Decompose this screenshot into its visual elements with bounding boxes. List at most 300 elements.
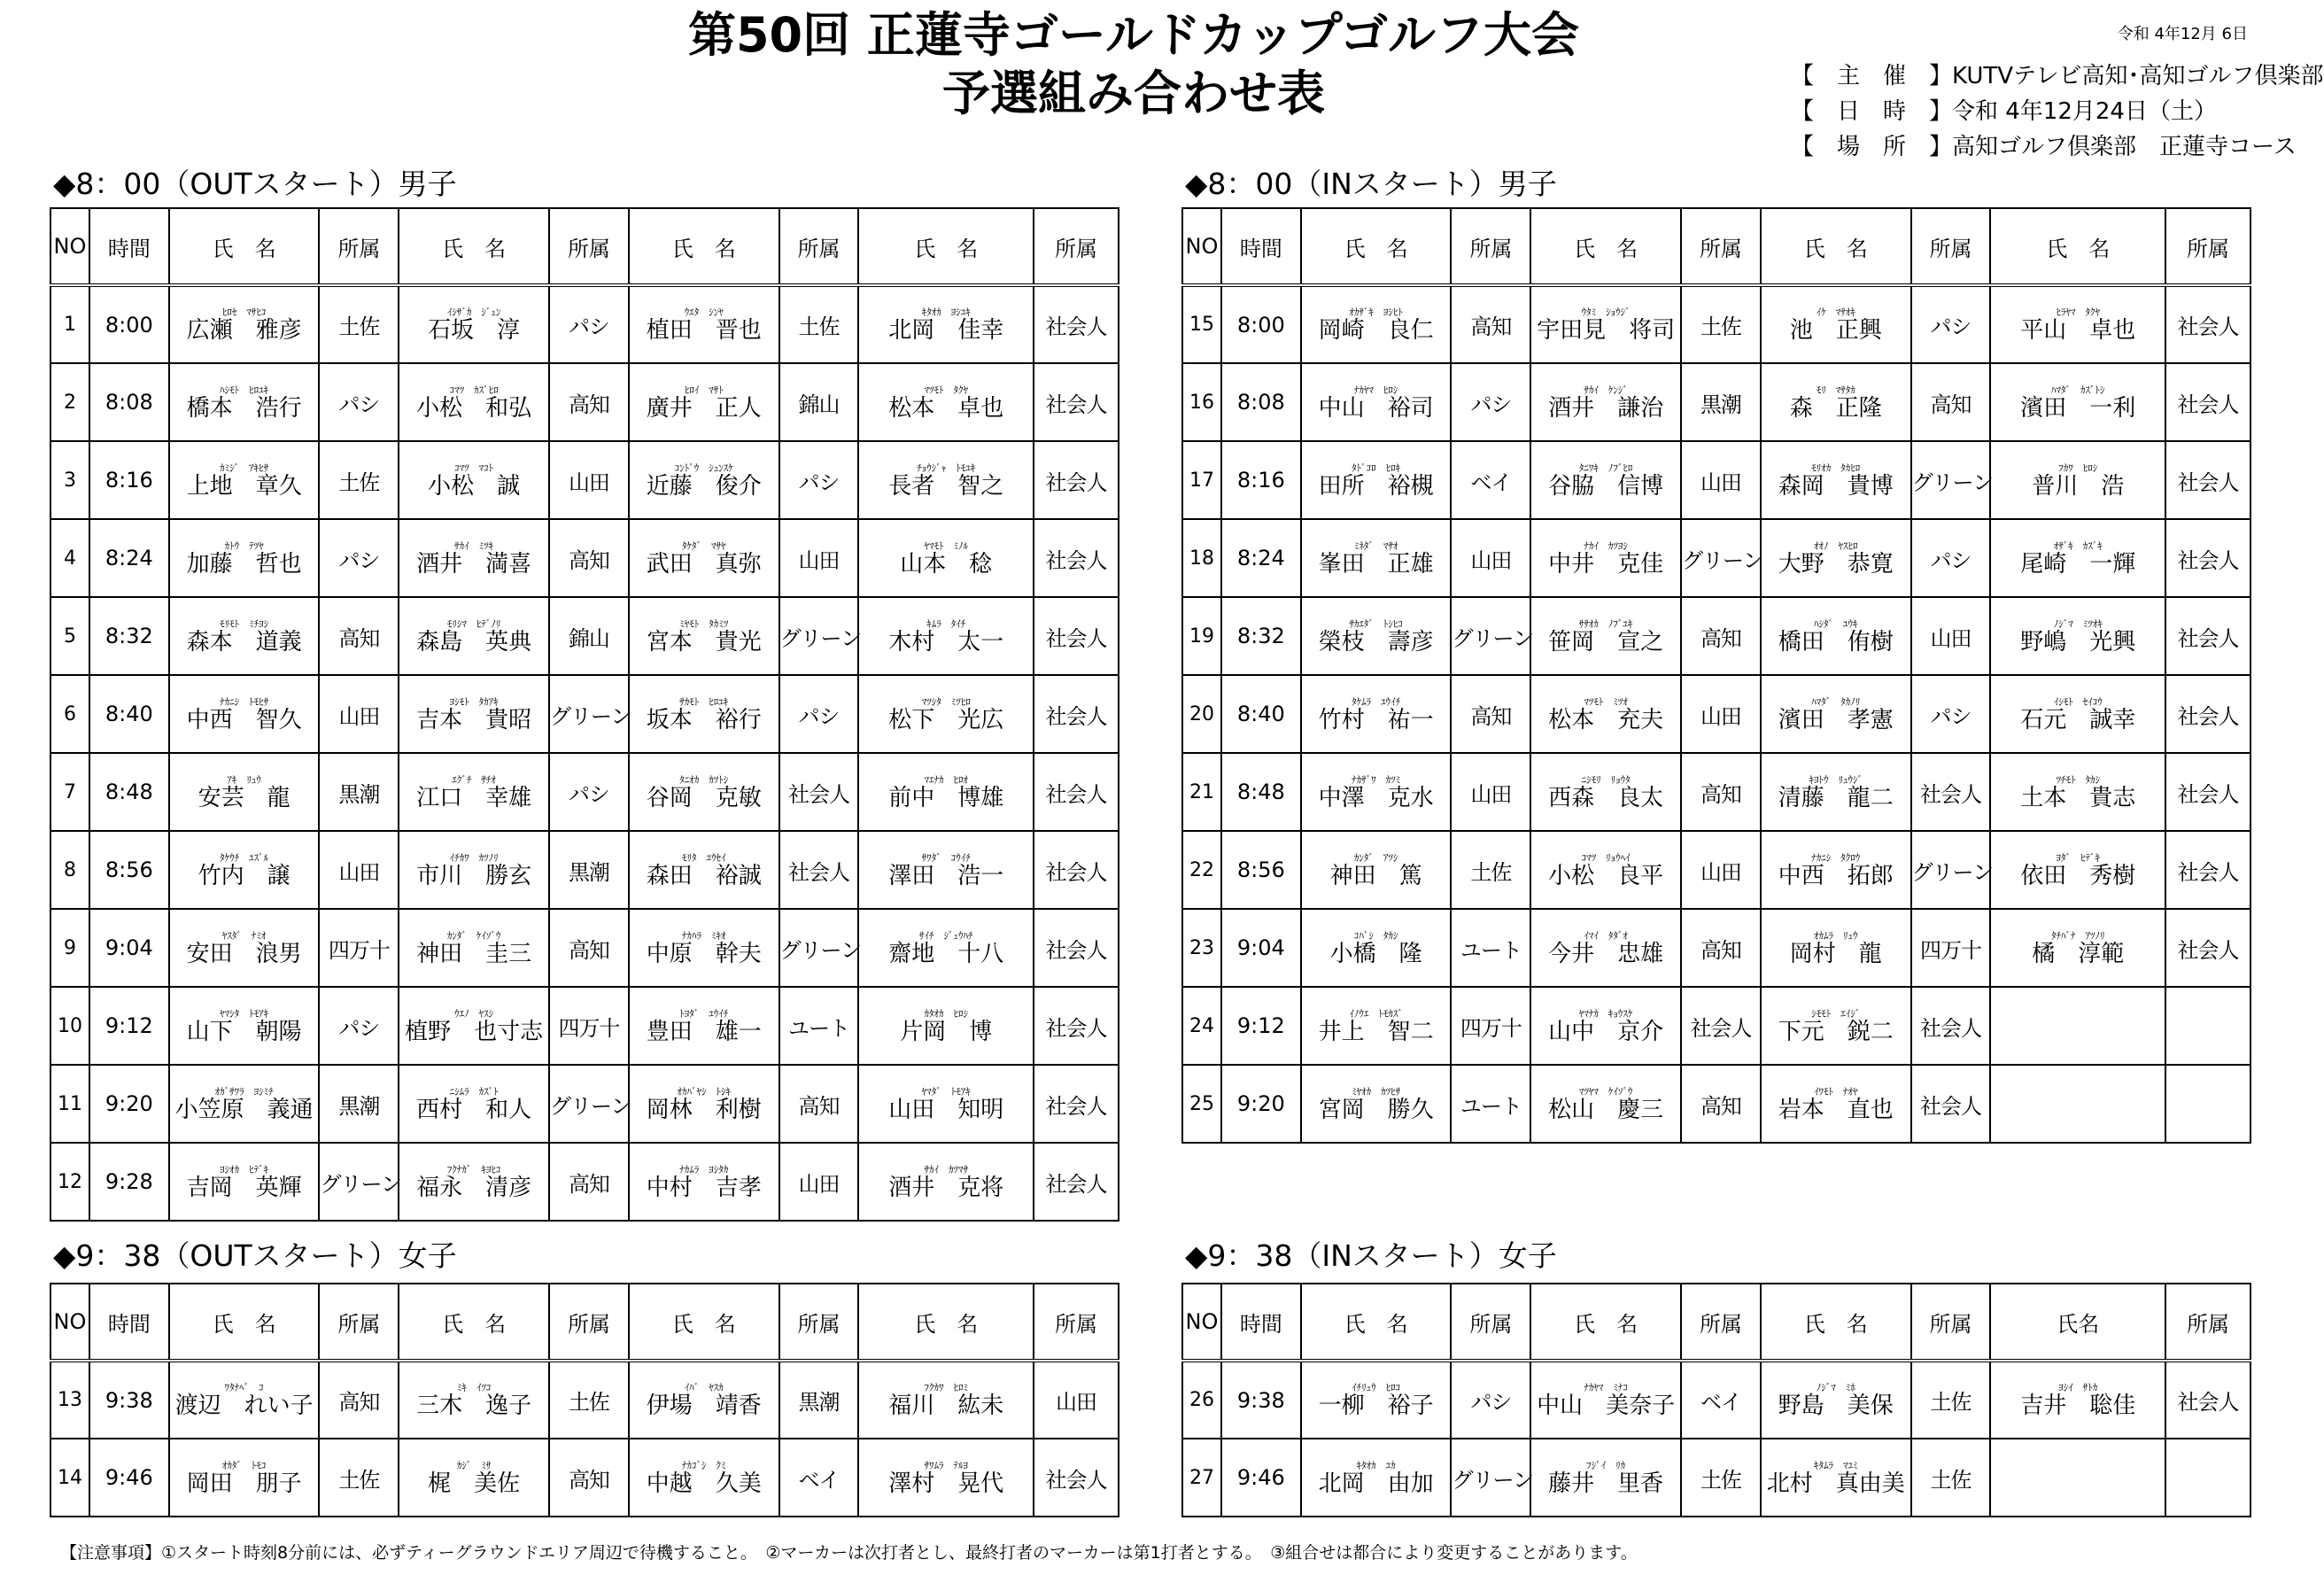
player-name-cell: [1761, 285, 1911, 363]
player-reading: ﾅｶｲ ｶﾂﾖｼ: [1584, 539, 1628, 552]
player-reading: ﾏｴﾅｶ ﾋﾛｵ: [924, 773, 968, 786]
player-name-cell: [399, 285, 549, 363]
player-name: 吉本 貴昭: [416, 706, 532, 733]
player-reading: ｲｹ ﾏｻｵｷ: [1816, 306, 1855, 318]
group-number: 24: [1182, 987, 1221, 1065]
table-row: [50, 363, 1119, 441]
player-name-cell: [858, 519, 1034, 597]
player-reading: ﾋﾛｾ ﾏｻﾋｺ: [221, 306, 267, 318]
player-affiliation: グリーン: [319, 1143, 399, 1221]
player-name: 宇田見 将司: [1537, 317, 1676, 344]
player-affiliation: 四万十: [1451, 987, 1530, 1065]
player-name-cell: [1301, 1361, 1452, 1439]
player-name-cell: [1761, 1065, 1911, 1143]
player-name: 渡辺 れい子: [174, 1393, 314, 1419]
player-affiliation: 錦山: [779, 363, 859, 441]
player-name-cell: [858, 363, 1034, 441]
player-name: 宮岡 勝久: [1318, 1096, 1434, 1123]
player-name-cell: [1301, 363, 1452, 441]
table-row: [1182, 753, 2250, 831]
player-name-cell: [1761, 909, 1911, 987]
player-reading: ﾔｽﾀﾞ ﾅﾐｵ: [221, 929, 267, 942]
player-name-cell: [169, 1143, 320, 1221]
player-reading: ｳｴﾉ ﾔｽｼ: [454, 1007, 494, 1020]
header-affiliation: 所属: [1034, 208, 1119, 285]
table-in-women: [1181, 1283, 2251, 1517]
player-reading: ﾁｮｳｼﾞｬ ﾄﾓﾕｷ: [917, 462, 976, 474]
player-name-cell: [1990, 441, 2165, 519]
player-affiliation: 社会人: [1034, 519, 1119, 597]
player-reading: ｻｶﾓﾄ ﾋﾛﾕｷ: [679, 695, 729, 708]
player-name: 松本 卓也: [888, 394, 1004, 422]
header-no: NO: [1182, 1284, 1221, 1361]
player-affiliation: [2165, 987, 2250, 1065]
player-name: 酒井 満喜: [416, 550, 532, 578]
player-reading: ｴｸﾞﾁ ｻﾁｵ: [452, 773, 496, 786]
player-reading: ﾔﾏｼﾀ ﾄﾓｱｷ: [220, 1007, 269, 1020]
player-name-cell: [1761, 831, 1911, 909]
player-reading: ﾌｼﾞｲ ﾘｶ: [1586, 1459, 1626, 1471]
player-name-cell: [629, 675, 779, 753]
player-name: 福川 紘未: [888, 1393, 1004, 1419]
player-reading: ｶﾝﾀﾞ ｱﾂｼ: [1353, 851, 1398, 864]
player-name-cell: [399, 831, 549, 909]
player-reading: ﾅｶﾔﾏ ﾋﾛｼ: [1353, 384, 1398, 396]
player-name-cell: [858, 1439, 1034, 1517]
player-name: 森島 英典: [416, 628, 532, 656]
player-name: 森田 裕誠: [646, 862, 762, 889]
group-number: 27: [1182, 1439, 1221, 1517]
player-name: 宮本 貴光: [646, 628, 762, 656]
player-name-cell: [1990, 675, 2165, 753]
group-number: 21: [1182, 753, 1221, 831]
player-reading: ｵｶﾞｻﾜﾗ ﾖｼﾐﾁ: [214, 1085, 274, 1098]
player-name: 近藤 俊介: [646, 472, 762, 500]
player-reading: ｲﾏｲ ﾀﾀﾞｵ: [1584, 929, 1628, 942]
player-name-cell: [629, 1439, 779, 1517]
player-name: 岩本 直也: [1778, 1096, 1894, 1123]
player-name: 豊田 雄一: [646, 1018, 762, 1045]
table-row: [1182, 831, 2250, 909]
group-number: 19: [1182, 597, 1221, 675]
player-name: 中山 裕司: [1318, 394, 1434, 422]
player-name-cell: [1530, 675, 1681, 753]
player-name-cell: [629, 597, 779, 675]
player-reading: ｶﾄｳ ﾃﾂﾔ: [224, 539, 264, 552]
table-row: [50, 285, 1119, 363]
player-name-cell: [1301, 1065, 1452, 1143]
player-reading: ｺﾏﾂ ﾘｮｳﾍｲ: [1581, 851, 1631, 864]
player-affiliation: 社会人: [2165, 909, 2250, 987]
player-name: 中原 幹夫: [646, 940, 762, 967]
player-reading: ｼﾓﾓﾄ ｴｲｼﾞ: [1811, 1007, 1861, 1020]
table-row: [50, 831, 1119, 909]
player-affiliation: 高知: [1681, 753, 1761, 831]
player-name: 福永 清彦: [416, 1174, 532, 1201]
header-time: 時間: [89, 208, 169, 285]
player-affiliation: 高知: [319, 597, 399, 675]
player-name: 森本 道義: [186, 628, 302, 656]
player-affiliation: 高知: [319, 1361, 399, 1439]
player-name: 安芸 龍: [198, 784, 290, 811]
table-row: [1182, 987, 2250, 1065]
group-number: 25: [1182, 1065, 1221, 1143]
player-affiliation: 四万十: [549, 987, 629, 1065]
player-reading: ﾅｶﾔﾏ ﾐﾅｺ: [1584, 1382, 1628, 1393]
player-affiliation: 高知: [1681, 1065, 1761, 1143]
start-time: 9:04: [1221, 909, 1301, 987]
header-row: [50, 1284, 1119, 1361]
section-title-out-men: ◆8：00（OUTスタート）男子: [53, 167, 457, 201]
table-row: [1182, 441, 2250, 519]
player-affiliation: パシ: [1911, 519, 1991, 597]
player-name-cell: [1530, 909, 1681, 987]
header-name: 氏 名: [1301, 1284, 1452, 1361]
player-affiliation: 社会人: [779, 831, 859, 909]
player-name: 伊場 靖香: [646, 1393, 762, 1419]
player-affiliation: 山田: [319, 831, 399, 909]
table-row: [1182, 597, 2250, 675]
player-affiliation: 社会人: [1034, 909, 1119, 987]
page-subtitle: 予選組み合わせ表: [942, 66, 1325, 121]
player-name-cell: [1530, 1361, 1681, 1439]
player-name: 普川 浩: [2032, 472, 2125, 500]
player-name: 小松 和弘: [416, 394, 532, 422]
player-name-cell: [399, 441, 549, 519]
player-affiliation: グリーン: [779, 909, 859, 987]
header-time: 時間: [1221, 1284, 1301, 1361]
player-affiliation: グリーン: [549, 675, 629, 753]
player-name: 北岡 佳幸: [888, 317, 1004, 344]
header-affiliation: 所属: [1911, 208, 1991, 285]
player-name-cell: [858, 753, 1034, 831]
header-affiliation: 所属: [2165, 208, 2250, 285]
player-name: 前中 博雄: [888, 784, 1004, 811]
start-time: 8:00: [1221, 285, 1301, 363]
player-name: 小松 誠: [428, 472, 521, 500]
player-reading: ﾓﾘｼﾏ ﾋﾃﾞﾉﾘ: [446, 617, 501, 630]
player-name-cell: [169, 519, 320, 597]
header-name: 氏 名: [858, 208, 1034, 285]
player-reading: ﾅｶﾆｼ ﾄﾓﾋｻ: [220, 695, 269, 708]
player-affiliation: 山田: [1451, 753, 1530, 831]
player-reading: ｺﾏﾂ ﾏｺﾄ: [454, 462, 494, 474]
player-reading: ﾅｶｺﾞｼ ｸﾐ: [681, 1459, 726, 1471]
table-row: [1182, 1361, 2250, 1439]
group-number: 3: [50, 441, 89, 519]
start-time: 9:46: [89, 1439, 169, 1517]
player-name: 藤井 里香: [1548, 1470, 1664, 1497]
header-name: 氏 名: [1761, 208, 1911, 285]
player-name: 土本 貴志: [2020, 784, 2136, 811]
player-name-cell: [1761, 753, 1911, 831]
player-reading: ﾓﾘｵｶ ﾀｶﾋﾛ: [1811, 462, 1861, 474]
player-name: 吉岡 英輝: [186, 1174, 302, 1201]
player-affiliation: 黒潮: [1681, 363, 1761, 441]
player-name: 三木 逸子: [416, 1393, 532, 1419]
player-affiliation: 四万十: [319, 909, 399, 987]
player-name-cell: [1990, 597, 2165, 675]
player-affiliation: パシ: [1451, 1361, 1530, 1439]
player-name-cell: [858, 1065, 1034, 1143]
page-title: 第50回 正蓮寺ゴールドカップゴルフ大会: [687, 7, 1579, 63]
player-name-cell: [858, 441, 1034, 519]
header-name: 氏 名: [169, 1284, 320, 1361]
player-reading: ｲｼﾓﾄ ｾｲｺｳ: [2053, 695, 2103, 708]
player-reading: ﾀｹﾑﾗ ﾕｳｲﾁ: [1352, 695, 1401, 708]
start-time: 8:00: [89, 285, 169, 363]
player-reading: ｲｼｻﾞｶ ｼﾞｭﾝ: [446, 306, 501, 318]
player-name: 小松 良平: [1548, 862, 1664, 889]
player-affiliation: 社会人: [2165, 519, 2250, 597]
table-row: [1182, 1439, 2250, 1517]
table-row: [50, 597, 1119, 675]
player-name: 廣井 正人: [646, 394, 762, 422]
player-affiliation: 社会人: [1034, 1143, 1119, 1221]
player-affiliation: 高知: [1681, 909, 1761, 987]
player-affiliation: グリーン: [1451, 597, 1530, 675]
player-affiliation: 山田: [319, 675, 399, 753]
header-affiliation: 所属: [549, 1284, 629, 1361]
player-name-cell: [629, 519, 779, 597]
player-name-cell: [1761, 363, 1911, 441]
player-affiliation: 高知: [1451, 285, 1530, 363]
player-affiliation: 社会人: [2165, 285, 2250, 363]
player-reading: ﾊﾏﾀﾞ ﾀｶﾉﾘ: [1811, 695, 1861, 708]
player-name-cell: [1530, 987, 1681, 1065]
player-affiliation: 高知: [549, 519, 629, 597]
start-time: 8:24: [1221, 519, 1301, 597]
header-name: 氏 名: [169, 208, 320, 285]
player-reading: ｷﾖﾄｳ ﾘｭｳｼﾞ: [1809, 773, 1863, 786]
player-affiliation: パシ: [319, 987, 399, 1065]
player-name-cell: [858, 909, 1034, 987]
player-name: 澤田 浩一: [888, 862, 1004, 889]
player-name-cell: [1990, 753, 2165, 831]
player-reading: ｵｶﾀﾞ ﾄﾓｺ: [221, 1459, 267, 1471]
player-reading: ｷﾀｵｶ ﾕｶ: [1356, 1459, 1396, 1471]
player-reading: ﾐﾔｵｶ ｶﾂﾋｻ: [1352, 1085, 1401, 1098]
table-row: [50, 753, 1119, 831]
player-affiliation: 山田: [1681, 831, 1761, 909]
player-name-cell: [1761, 1439, 1911, 1517]
player-affiliation: 土佐: [319, 285, 399, 363]
player-name: 田所 裕槻: [1318, 472, 1434, 500]
player-name-cell: [399, 597, 549, 675]
player-reading: ｷﾀｵｶ ﾖｼﾕｷ: [921, 306, 971, 318]
player-affiliation: 山田: [1451, 519, 1530, 597]
player-name: 澤村 晃代: [888, 1470, 1004, 1497]
notice-text: 【注意事項】①スタート時刻8分前には、必ずティーグラウンドエリア周辺で待機すること。 ②マーカーは次打者とし、最終打者のマーカーは第1打者とする。 ③組合せは都合により変更することがあります。: [60, 1543, 1638, 1563]
player-name-cell: [1761, 441, 1911, 519]
player-name-cell: [399, 519, 549, 597]
player-reading: ﾖｼｵｶ ﾋﾃﾞｷ: [220, 1163, 269, 1175]
player-name: 西森 良太: [1548, 784, 1664, 811]
group-number: 10: [50, 987, 89, 1065]
player-name-cell: [629, 441, 779, 519]
player-reading: ｻｶｴﾀﾞ ﾄｼﾋｺ: [1349, 617, 1403, 630]
table-row: [50, 1439, 1119, 1517]
player-reading: ｶﾀｵｶ ﾋﾛｼ: [924, 1007, 968, 1020]
player-reading: ｵｶﾑﾗ ﾘｭｳ: [1813, 929, 1858, 942]
header-affiliation: 所属: [319, 1284, 399, 1361]
header-name: 氏名: [1990, 1284, 2165, 1361]
header-name: 氏 名: [399, 1284, 549, 1361]
table-row: [50, 1143, 1119, 1221]
player-name-cell: [1530, 753, 1681, 831]
player-affiliation: 土佐: [1451, 831, 1530, 909]
player-affiliation: 黒潮: [549, 831, 629, 909]
player-reading: ｲﾁｶﾜ ｶﾂﾉﾘ: [449, 851, 499, 864]
table-row: [1182, 1065, 2250, 1143]
player-name: 谷脇 信博: [1548, 472, 1664, 500]
header-row: [1182, 1284, 2250, 1361]
header-no: NO: [50, 208, 89, 285]
group-number: 11: [50, 1065, 89, 1143]
player-affiliation: 山田: [1034, 1361, 1119, 1439]
player-name-cell: [169, 285, 320, 363]
player-name: 神田 圭三: [416, 940, 532, 967]
header-affiliation: 所属: [319, 208, 399, 285]
header-no: NO: [1182, 208, 1221, 285]
player-reading: ｳｴﾀ ｼﾝﾔ: [684, 306, 724, 318]
player-name: 石元 誠幸: [2020, 706, 2136, 733]
player-reading: ｲﾊﾞ ﾔｽｶ: [684, 1382, 724, 1393]
player-name-cell: [858, 1361, 1034, 1439]
player-name: 岡田 朋子: [186, 1470, 302, 1497]
player-name-cell: [399, 1439, 549, 1517]
player-name: 依田 秀樹: [2020, 862, 2136, 889]
player-name-cell: [1990, 909, 2165, 987]
start-time: 9:04: [89, 909, 169, 987]
player-name: 井上 智二: [1318, 1018, 1434, 1045]
player-affiliation: ユート: [779, 987, 859, 1065]
player-affiliation: 土佐: [779, 285, 859, 363]
player-reading: ｶﾝﾀﾞ ｹｲｿﾞｳ: [446, 929, 501, 942]
player-reading: ﾏﾂｼﾀ ﾐﾂﾋﾛ: [921, 695, 971, 708]
player-affiliation: 錦山: [549, 597, 629, 675]
player-name: 中山 美奈子: [1537, 1393, 1676, 1419]
player-name: 松本 充夫: [1548, 706, 1664, 733]
player-affiliation: 土佐: [549, 1361, 629, 1439]
group-number: 4: [50, 519, 89, 597]
player-name-cell: [169, 831, 320, 909]
issue-date: 令和 4年12月 6日: [2117, 25, 2248, 43]
player-affiliation: パシ: [319, 363, 399, 441]
player-name: 松山 慶三: [1548, 1096, 1664, 1123]
player-affiliation: 黒潮: [319, 753, 399, 831]
player-name-cell: [1301, 1439, 1452, 1517]
player-name-cell: [1301, 909, 1452, 987]
player-reading: ｶﾐｼﾞ ｱｷﾋｻ: [220, 462, 269, 474]
group-number: 23: [1182, 909, 1221, 987]
player-name-cell: [1530, 285, 1681, 363]
player-affiliation: 土佐: [1911, 1439, 1991, 1517]
player-reading: ﾔﾏﾅｶ ｷｮｳｽｹ: [1578, 1007, 1633, 1020]
player-reading: ｻｶｲ ﾐﾂｷ: [454, 539, 494, 552]
player-name-cell: [629, 987, 779, 1065]
player-affiliation: 山田: [779, 519, 859, 597]
player-name-cell: [858, 675, 1034, 753]
player-name: 吉井 聡佳: [2020, 1393, 2136, 1419]
table-row: [50, 519, 1119, 597]
player-affiliation: 土佐: [319, 1439, 399, 1517]
table-row: [1182, 675, 2250, 753]
player-name-cell: [1301, 753, 1452, 831]
player-name-cell: [1301, 441, 1452, 519]
player-name-cell: [629, 1361, 779, 1439]
player-reading: ｵｶｻﾞｷ ﾖｼﾋﾄ: [1349, 306, 1403, 318]
header-name: 氏 名: [1761, 1284, 1911, 1361]
player-affiliation: 高知: [1681, 597, 1761, 675]
player-name-cell: [1761, 519, 1911, 597]
player-affiliation: 社会人: [1034, 831, 1119, 909]
player-reading: ﾊｼﾀﾞ ﾕｳｷ: [1813, 617, 1858, 630]
player-name: 安田 浪男: [186, 940, 302, 967]
player-name: 木村 太一: [888, 628, 1004, 656]
info-organizer: 【 主 催 】KUTVテレビ高知･高知ゴルフ倶楽部: [1791, 63, 2324, 89]
player-name: 橋本 浩行: [186, 394, 302, 422]
start-time: 9:28: [89, 1143, 169, 1221]
player-name-cell: [399, 1143, 549, 1221]
header-name: 氏 名: [1990, 208, 2165, 285]
player-reading: ﾏﾂﾔﾏ ｹｲｿﾞｳ: [1578, 1085, 1633, 1098]
player-name: 市川 勝玄: [416, 862, 532, 889]
player-affiliation: 社会人: [1034, 753, 1119, 831]
player-reading: ｱｷ ﾘｭｳ: [227, 773, 261, 786]
player-reading: ﾖｼﾓﾄ ﾀｶｱｷ: [449, 695, 499, 708]
player-name-cell: [1301, 285, 1452, 363]
player-name: 森 正隆: [1789, 394, 1882, 422]
player-name: 榮枝 壽彦: [1318, 628, 1434, 656]
player-name-cell: [858, 831, 1034, 909]
player-reading: ﾄﾖﾀﾞ ﾕｳｲﾁ: [679, 1007, 729, 1020]
player-name-cell: [399, 363, 549, 441]
start-time: 8:32: [89, 597, 169, 675]
player-reading: ﾉｼﾞﾏ ﾐﾎ: [1816, 1382, 1855, 1393]
player-affiliation: 高知: [549, 1143, 629, 1221]
player-name-cell: [1530, 363, 1681, 441]
player-name: 峯田 正雄: [1318, 550, 1434, 578]
player-name: 尾崎 一輝: [2020, 550, 2136, 578]
player-name-cell: [169, 1361, 320, 1439]
table-out-women: [50, 1283, 1119, 1517]
header-no: NO: [50, 1284, 89, 1361]
player-affiliation: [2165, 1065, 2250, 1143]
player-name: 竹内 譲: [198, 862, 290, 889]
section-title-out-women: ◆9：38（OUTスタート）女子: [53, 1238, 457, 1273]
player-reading: ｺﾊﾞｼ ﾀｶｼ: [1353, 929, 1398, 942]
player-affiliation: パシ: [1911, 285, 1991, 363]
player-name-cell: [629, 909, 779, 987]
player-name: 植田 晋也: [646, 317, 762, 344]
player-name: 平山 卓也: [2020, 317, 2136, 344]
player-affiliation: 社会人: [2165, 1361, 2250, 1439]
player-name: 清藤 龍二: [1778, 784, 1894, 811]
player-reading: ﾀｹﾀﾞ ﾏｻﾔ: [681, 539, 726, 552]
player-affiliation: 高知: [1451, 675, 1530, 753]
player-name-cell: [1990, 987, 2165, 1065]
header-affiliation: 所属: [549, 208, 629, 285]
start-time: 9:12: [89, 987, 169, 1065]
start-time: 9:12: [1221, 987, 1301, 1065]
player-name: 岡村 龍: [1789, 940, 1882, 967]
player-name-cell: [858, 597, 1034, 675]
start-time: 8:48: [89, 753, 169, 831]
player-name-cell: [1301, 519, 1452, 597]
player-name: 中澤 克水: [1318, 784, 1434, 811]
player-reading: ﾋﾗﾔﾏ ﾀｸﾔ: [2056, 306, 2100, 318]
